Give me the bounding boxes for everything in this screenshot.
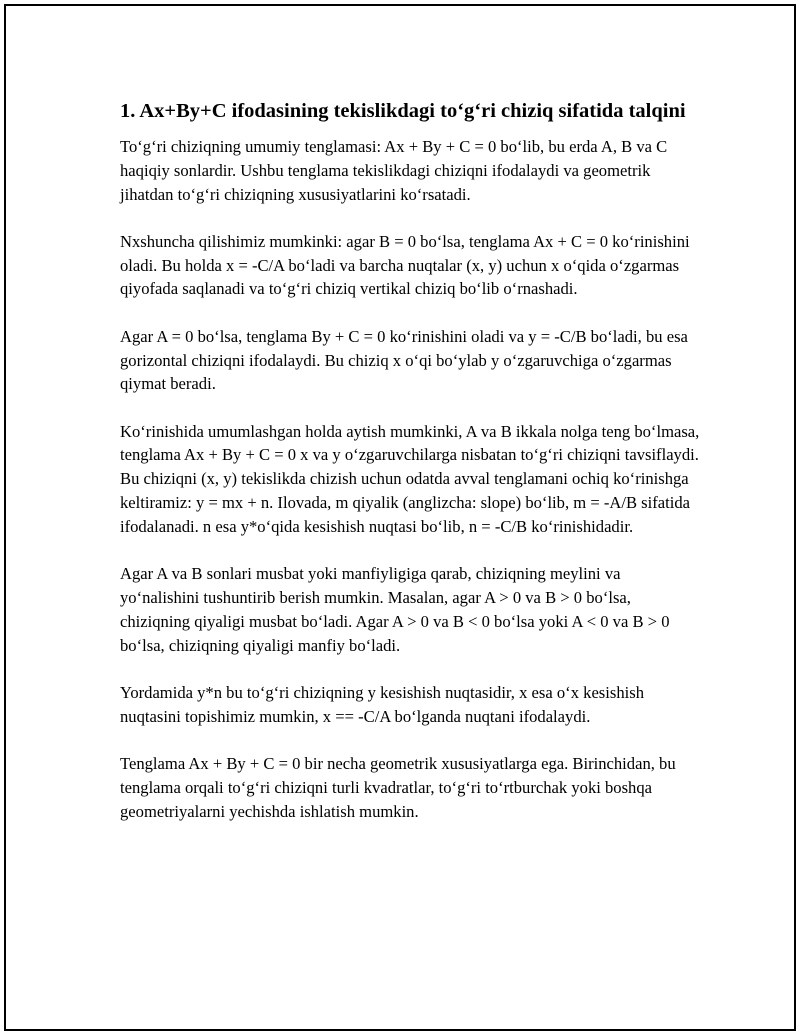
paragraph-horizontal-line: Agar A = 0 bo‘lsa, tenglama By + C = 0 ko‘rinishini oladi va y = -C/B bo‘ladi, bu esa gorizontal chiziqni ifodalaydi. Bu chiziq x o‘qi bo‘ylab y o‘zgaruvchiga o‘zgarmas qiymat beradi.	[120, 326, 688, 394]
document-body	[120, 98, 700, 847]
paragraph-general-equation: To‘g‘ri chiziqning umumiy tenglamasi: Ax + By + C = 0 bo‘lib, bu erda A, B va C haqiqiy sonlardir. Ushbu tenglama tekislikdagi chiziqni ifodalaydi va geometrik jihatdan to‘g‘ri chiziqning xususiyatlarini ko‘rsatadi.	[120, 137, 668, 204]
paragraph-intercepts: Yordamida y*n bu to‘g‘ri chiziqning y kesishish nuqtasidir, x esa o‘x kesishish nuqtasini topishimiz mumkin, x == -C/A bo‘lganda nuqtani ifodalaydi.	[120, 682, 644, 726]
paragraph-slope-sign: Agar A va B sonlari musbat yoki manfiyligiga qarab, chiziqning meylini va yo‘nalishini tushuntirib berish mumkin. Masalan, agar A > 0 va B > 0 bo‘lsa, chiziqning qiyaligi musbat bo‘ladi. Agar A > 0 va B < 0 bo‘lsa yoki A < 0 va B > 0 bo‘lsa, chiziqning qiyaligi manfiy bo‘ladi.	[120, 564, 670, 655]
page-frame	[4, 4, 796, 1031]
paragraph-geometric-properties: Tenglama Ax + By + C = 0 bir necha geometrik xususiyatlarga ega. Birinchidan, bu tenglama orqali to‘g‘ri chiziqni turli kvadratlar, to‘g‘ri to‘rtburchak yoki boshqa geometriyalarni yechishda ishlatish mumkin.	[120, 753, 676, 821]
section-heading: 1. Ax+By+C ifodasining tekislikdagi to‘g‘ri chiziq sifatida talqini	[120, 100, 686, 122]
paragraph-vertical-line: Nxshuncha qilishimiz mumkinki: agar B = 0 bo‘lsa, tenglama Ax + C = 0 ko‘rinishini oladi. Bu holda x = -C/A bo‘ladi va barcha nuqtalar (x, y) uchun x o‘qida o‘zgarmas qiyofada saqlanadi va to‘g‘ri chiziq vertikal chiziq bo‘lib o‘rnashadi.	[120, 231, 690, 299]
paragraph-slope-intercept: Ko‘rinishida umumlashgan holda aytish mumkinki, A va B ikkala nolga teng bo‘lmasa, tenglama Ax + By + C = 0 x va y o‘zgaruvchilarga nisbatan to‘g‘ri chiziqni tavsiflaydi. Bu chiziqni (x, y) tekislikda chizish uchun odatda avval tenglamani ochiq ko‘rinishga keltiramiz: y = mx + n. Ilovada, m qiyalik (anglizcha: slope) bo‘lib, m = -A/B sifatida ifodalanadi. n esa y*o‘qida kesishish nuqtasi bo‘lib, n = -C/B ko‘rinishidadir.	[120, 421, 700, 536]
